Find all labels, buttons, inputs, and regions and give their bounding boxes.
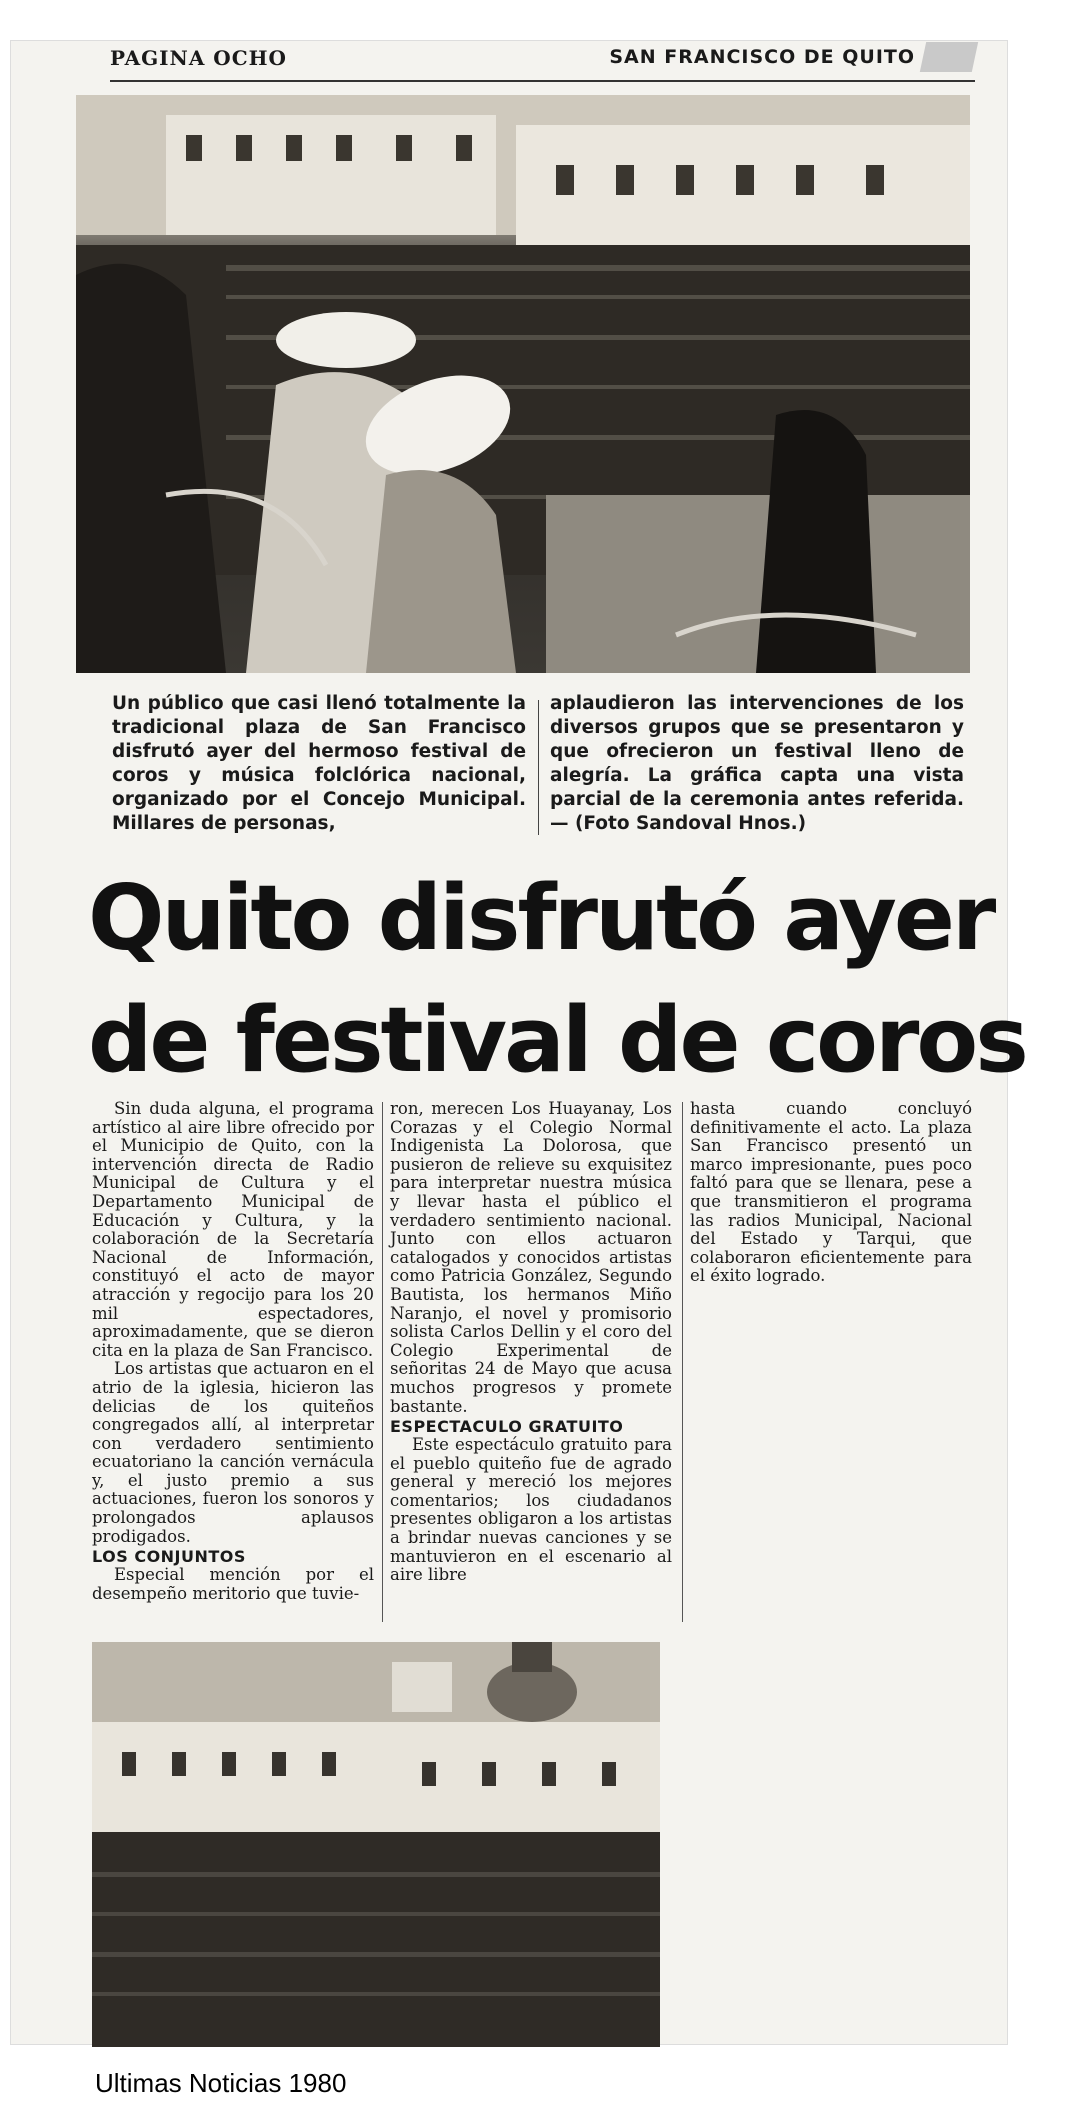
article-column-3 (690, 1100, 972, 1286)
caption-divider (538, 700, 539, 835)
column-rule (382, 1102, 383, 1622)
photo-caption-right: aplaudieron las intervenciones de los diversos grupos que se presentaron y que ofrecieron un festival lleno de alegría. La gráfica capta una vista parcial de la ceremonia antes referida.— (Foto Sandoval Hnos.) (550, 693, 964, 834)
page-corner-tab (920, 42, 978, 72)
photo-caption-left: Un público que casi llenó totalmente la tradicional plaza de San Francisco disfrutó ayer del hermoso festival de coros y música folclórica nacional, organizado por el Concejo Municipal. Millares de personas, (112, 693, 526, 834)
article-paragraph: ron, merecen Los Huayanay, Los Corazas y el Colegio Normal Indigenista La Dolorosa, que pusieron de relieve su exquisitez para interpretar nuestra música y llevar hasta el público el verdadero sentimiento nacional. Junto con ellos actuaron catalogados y conocidos artistas como Patricia González, Segundo Bautista, los hermanos Miño Naranjo, el novel y promisorio solista Carlos Dellin y el coro del Colegio Experimental de señoritas 24 de Mayo que acusa muchos progresos y promete bastante. (390, 1099, 672, 1416)
headline-line-1: Quito disfrutó ayer (88, 866, 994, 971)
article-column-2 (390, 1100, 672, 1585)
source-label: Ultimas Noticias 1980 (95, 2068, 347, 2098)
page-header (110, 46, 975, 82)
subhead-espectaculo-gratuito: ESPECTACULO GRATUITO (390, 1417, 624, 1437)
paper-section: SAN FRANCISCO DE QUITO (609, 46, 915, 68)
headline-line-2: de festival de coros (88, 988, 1026, 1093)
plaza-crowd-photo-bottom (92, 1642, 660, 2047)
plaza-crowd-photo-top (76, 95, 970, 673)
headline (88, 858, 1026, 1102)
article-paragraph: Sin duda alguna, el programa artístico al aire libre ofrecido por el Municipio de Quito, con la intervención directa de Radio Municipal de Cultura y el Departamento Municipal de Educación y Cultura, y la colaboración de la Secretaría Nacional de Información, constituyó el acto de mayor atracción y regocijo para los 20 mil espectadores, aproximadamente, que se dieron cita en la plaza de San Francisco. (92, 1099, 374, 1360)
article-paragraph: hasta cuando concluyó definitivamente el acto. La plaza San Francisco presentó un marco impresionante, pues poco faltó para que se llenara, pese a que transmitieron el programa las radios Municipal, Nacional del Estado y Tarqui, que colaboraron eficientemente para el éxito logrado. (690, 1099, 972, 1286)
article-paragraph: Especial mención por el desempeño meritorio que tuvie- (92, 1565, 374, 1603)
article-column-1 (92, 1100, 374, 1603)
page-label: PAGINA OCHO (110, 46, 287, 70)
article-paragraph: Los artistas que actuaron en el atrio de la iglesia, hicieron las delicias de los quiteños congregados allí, al interpretar con verdadero sentimiento ecuatoriano la canción vernácula y, el justo premio a sus actuaciones, fueron los sonoros y prolongados aplausos prodigados. (92, 1359, 374, 1546)
article-paragraph: Este espectáculo gratuito para el pueblo quiteño fue de agrado general y mereció los mejores comentarios; los ciudadanos presentes obligaron a los artistas a brindar nuevas canciones y se mantuvieron en el escenario al aire libre (390, 1435, 672, 1585)
subhead-los-conjuntos: LOS CONJUNTOS (92, 1547, 246, 1567)
column-rule (682, 1102, 683, 1622)
